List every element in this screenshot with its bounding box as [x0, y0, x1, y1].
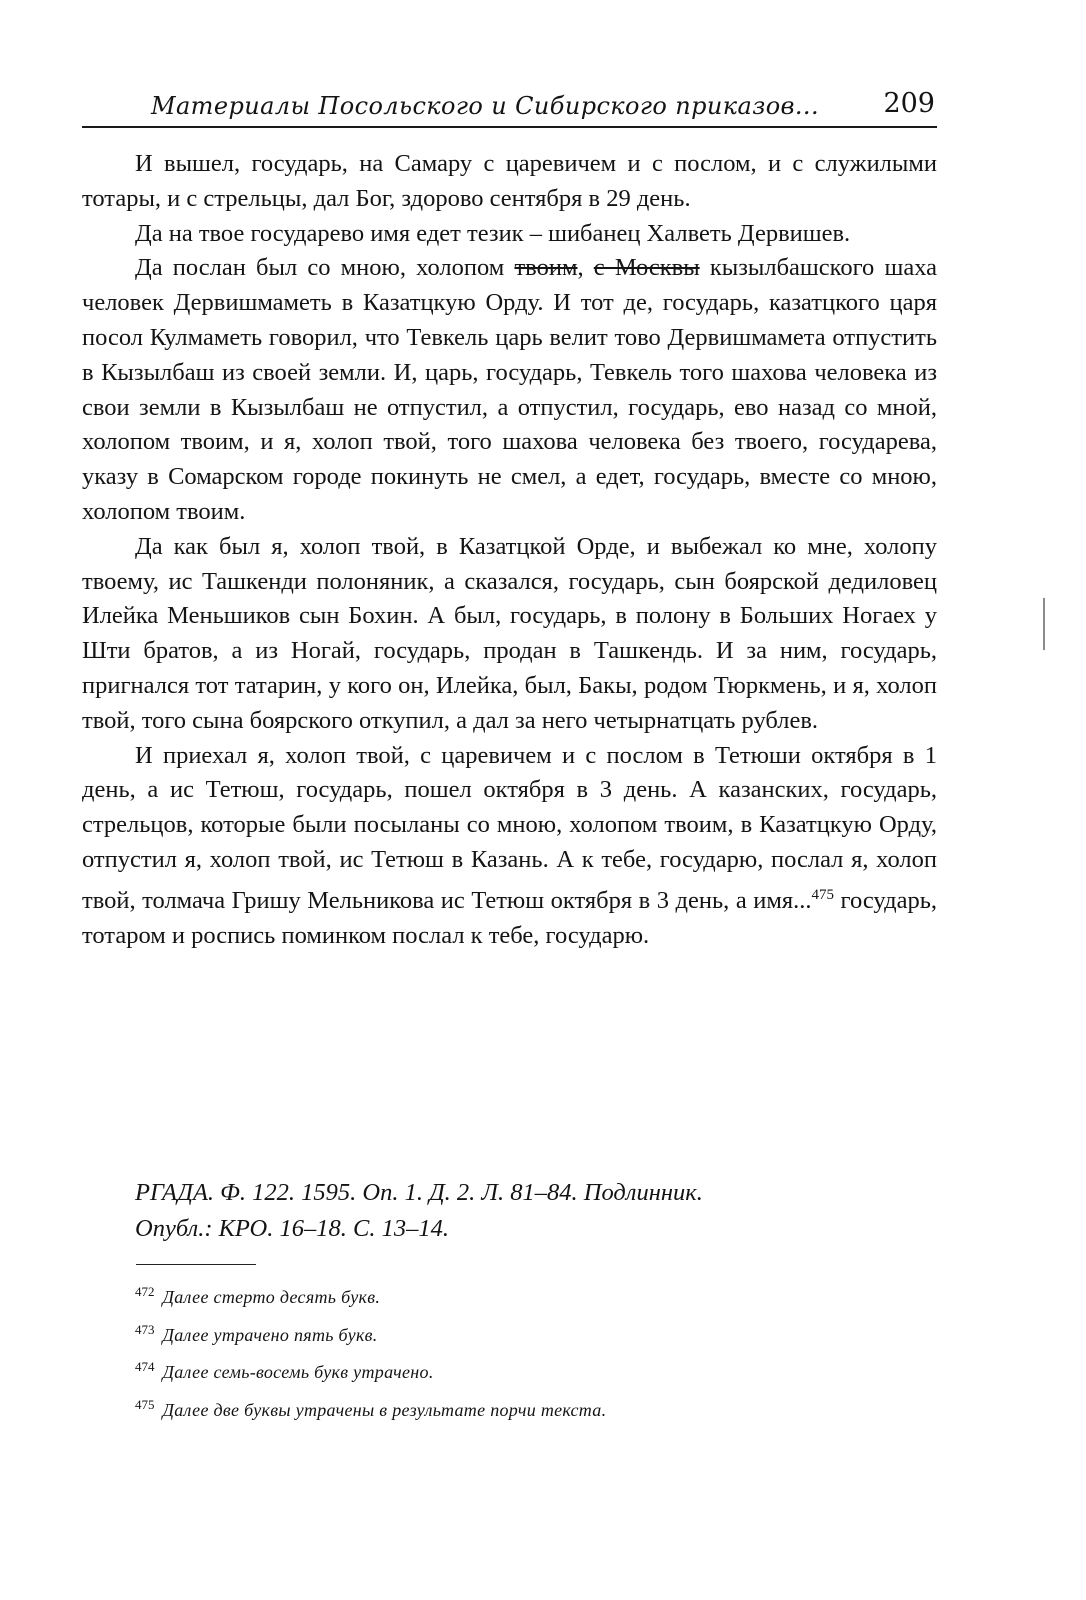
publication-reference: Опубл.: КРО. 16–18. С. 13–14.: [135, 1215, 449, 1242]
paragraph-3-rest: кызылбашского шаха человек Дервишмаметь в Казатцкую Орду. И тот де, государь, казатцкого царя посол Кулмаметь говорил, что Тевкель царь велит тово Дервишмамета отпустить в Кызылбаш из своей земли. И, царь, государь, Тевкель того шахова человека из свои земли в Кызылбаш не отпустил, а отпустил, государь, ево назад со мной, холопом твоим, и я, холоп твой, того шахова человека без твоего, государева, указу в Сомарском городе покинуть не смел, а едет, государь, вместе со мною, холопом твоим.: [82, 254, 937, 525]
struck-word-1: твоим: [514, 254, 578, 282]
footnote: [135, 1314, 606, 1352]
footnote: [135, 1351, 606, 1389]
footnote: [135, 1276, 606, 1314]
source-citation: [135, 1175, 703, 1247]
footnote-text: Далее утрачено пять букв.: [162, 1324, 378, 1345]
main-text: [82, 147, 937, 953]
footnote-ref-475[interactable]: 475: [811, 886, 835, 903]
archive-reference: РГАДА. Ф. 122. 1595. Оп. 1. Д. 2. Л. 81–84. Подлинник.: [135, 1179, 703, 1206]
struck-word-2: с Москвы: [593, 254, 700, 282]
paragraph-5-rest: государь, тотаром и роспись поминком послал к тебе, государю.: [82, 886, 937, 949]
footnote-number: 474: [135, 1359, 155, 1374]
footnote-number: 473: [135, 1321, 155, 1337]
footnote: [135, 1389, 606, 1427]
paragraph-3-start: Да послан был со мною, холопом: [135, 254, 515, 282]
paragraph-5: [82, 739, 937, 954]
footnote-text: Далее семь-восемь букв утрачено.: [162, 1362, 434, 1382]
footnote-number: 472: [135, 1284, 155, 1299]
paragraph-3: [82, 251, 937, 529]
running-title: Материалы Посольского и Сибирского приказов...: [151, 92, 819, 120]
footnote-text: Далее стерто десять букв.: [162, 1287, 381, 1307]
paragraph-1: И вышел, государь, на Самару с царевичем и с послом, и с служилыми тотары, и с стрельцы, дал Бог, здорово сентября в 29 день.: [82, 150, 937, 212]
footnote-divider: [136, 1264, 256, 1265]
paragraph-4: Да как был я, холоп твой, в Казатцкой Орде, и выбежал ко мне, холопу твоему, ис Ташкенди полоняник, а сказался, государь, сын боярской дедиловец Илейка Меньшиков сын Бохин. А был, государь, в полону в Больших Ногаех у Шти братов, а из Ногай, государь, продан в Ташкендь. И за ним, государь, пригнался тот татарин, у кого он, Илейка, был, Бакы, родом Тюркмень, и я, холоп твой, того сына боярского откупил, а дал за него четырнатцать рублев.: [82, 532, 937, 734]
scan-edge-mark: [1043, 598, 1045, 650]
footnotes: [135, 1276, 606, 1426]
footnote-text: Далее две буквы утрачены в результате порчи текста.: [162, 1399, 607, 1420]
paragraph-2: Да на твое государево имя едет тезик – шибанец Халветь Дервишев.: [135, 219, 851, 247]
running-header: [82, 86, 937, 128]
footnote-number: 475: [135, 1396, 155, 1412]
paragraph-5-start: И приехал я, холоп твой, с царевичем и с послом в Тетюши октября в 1 день, а ис Тетюш, государь, пошел октября в 3 день. А казанских, государь, стрельцов, которые были посыланы со мною, холопом твоим, в Казатцкую Орду, отпустил я, холоп твой, ис Тетюш в Казань. А к тебе, государю, послал я, холоп твой, толмача Гришу Мельникова ис Тетюш октября в 3 день, а имя...: [82, 741, 937, 914]
page-number: 209: [883, 88, 935, 119]
paragraph-3-comma: ,: [577, 254, 594, 282]
